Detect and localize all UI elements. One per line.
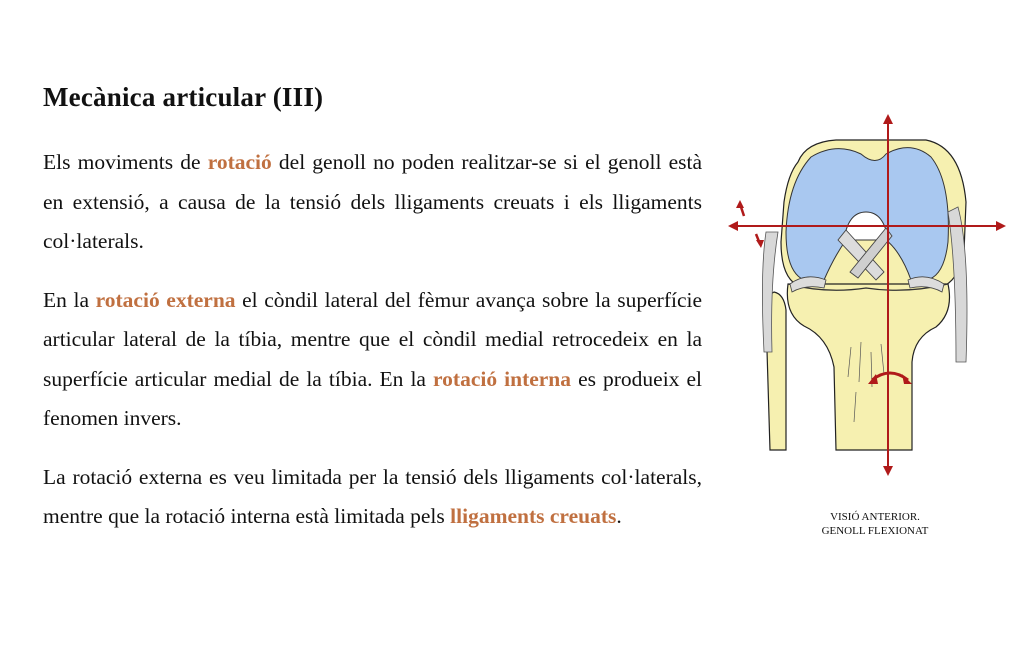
text-run: Els moviments de (43, 150, 208, 174)
axis-arrowhead (883, 466, 893, 476)
tibia-bone (787, 284, 949, 450)
caption-line: VISIÓ ANTERIOR. (830, 511, 920, 523)
page-title: Mecànica articular (III) (43, 82, 324, 112)
paragraph-rotation-types (43, 281, 702, 439)
axis-arrowhead (883, 114, 893, 124)
text-run: . (616, 504, 622, 528)
paragraph-rotation-limits (43, 458, 702, 537)
knee-anterior-illustration (726, 112, 1008, 484)
text-run: es produeix el fenomen invers. (43, 366, 703, 430)
axis-arrowhead (996, 221, 1006, 231)
caption-line: GENOLL FLEXIONAT (821, 525, 929, 537)
body-text (43, 143, 702, 556)
figure-caption (790, 510, 960, 538)
paragraph-rotation-intro (43, 143, 702, 262)
highlight-rotacio-interna: rotació interna (433, 366, 572, 391)
text-run: el còndil lateral del fèmur avança sobre la superfície articular lateral de la tíbia, mentre que el còndil medial retrocedeix en la superfície articular medial de la tíbia. En la (43, 287, 703, 391)
text-run: La rotació externa es veu limitada per la tensió dels lligaments col·laterals, mentre que la rotació interna està limitada pels (43, 464, 702, 528)
axis-arrowhead (728, 221, 738, 231)
highlight-rotacio-externa: rotació externa (95, 287, 236, 312)
text-run: En la (43, 287, 96, 312)
text-run: del genoll no poden realitzar-se si el genoll està en extensió, a causa de la tensió dels lligaments creuats i els lligaments col·laterals. (43, 150, 702, 253)
rotation-arrows-left (736, 200, 764, 248)
highlight-rotacio: rotació (207, 150, 272, 174)
highlight-lligaments-creuats: lligaments creuats (450, 504, 617, 528)
